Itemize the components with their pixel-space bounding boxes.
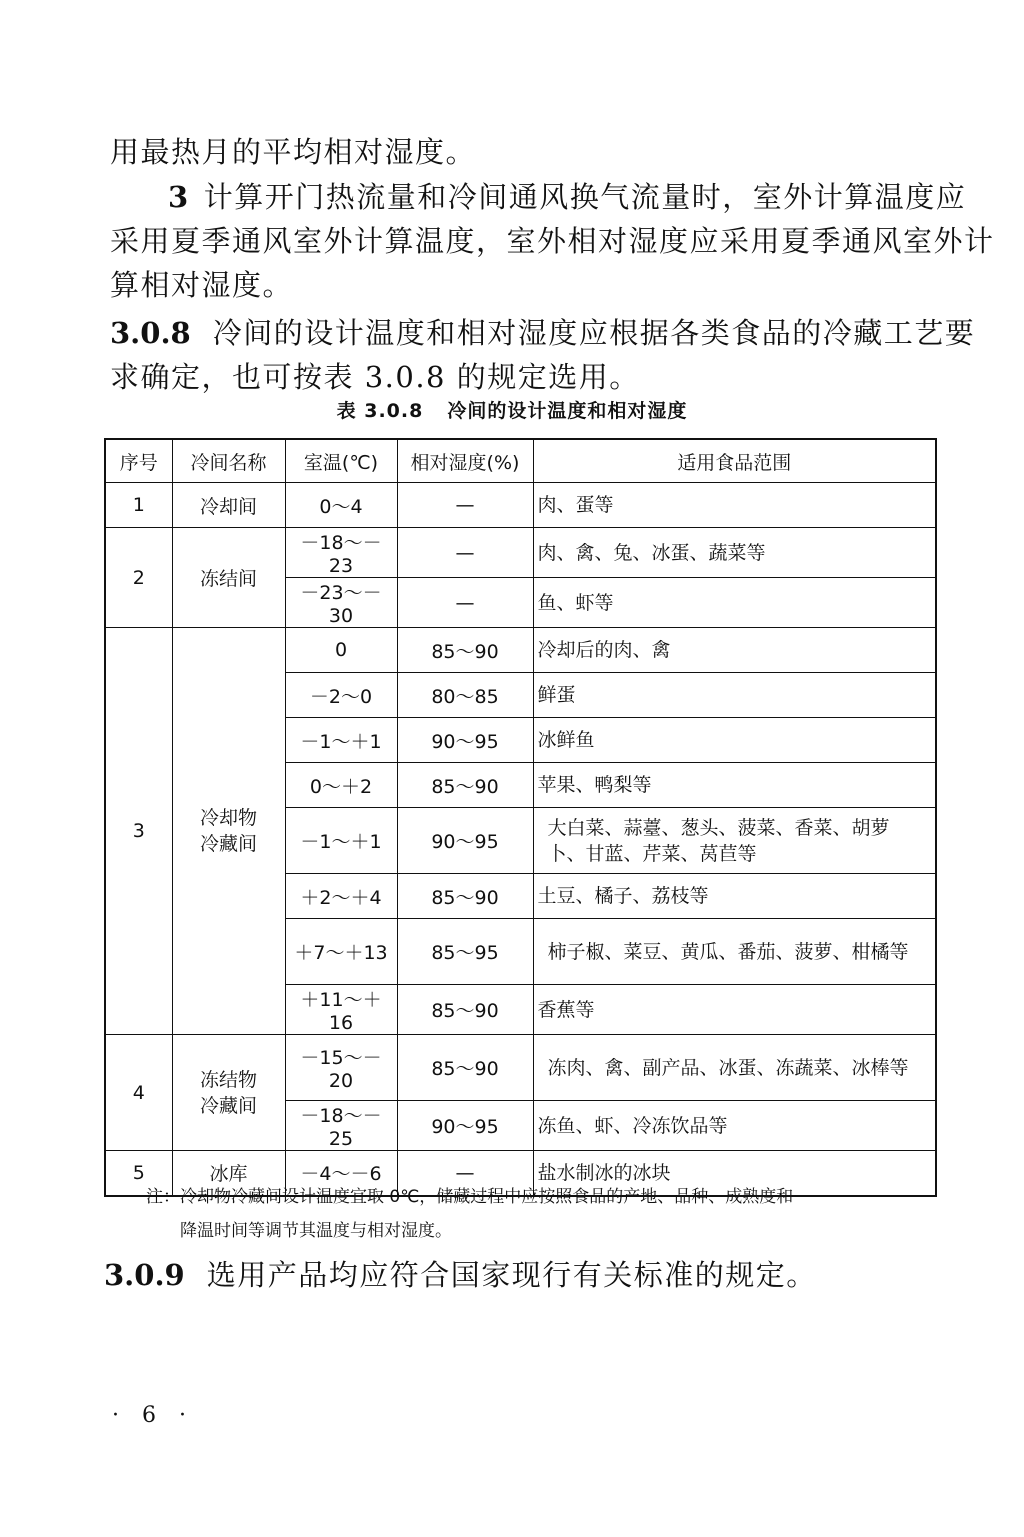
clause-text: 冷间的设计温度和相对湿度应根据各类食品的冷藏工艺要 — [212, 316, 976, 350]
cell-temperature: －23～－30 — [285, 578, 397, 628]
cell-room-name: 冷却物 冷藏间 — [172, 628, 285, 1035]
cell-humidity: 85～90 — [397, 1035, 533, 1101]
cell-no: 1 — [105, 483, 172, 528]
table-caption-title: 冷间的设计温度和相对湿度 — [447, 400, 688, 422]
cell-temperature: －15～－20 — [285, 1035, 397, 1101]
cell-no: 4 — [105, 1035, 172, 1151]
cell-temperature: ＋7～＋13 — [285, 919, 397, 985]
cell-food: 柿子椒、菜豆、黄瓜、番茄、菠萝、柑橘等 — [533, 919, 936, 985]
clause-number: 3.0.8 — [110, 316, 191, 350]
cell-humidity: 90～95 — [397, 1101, 533, 1151]
cell-no: 5 — [105, 1151, 172, 1196]
clause-number: 3.0.9 — [104, 1258, 185, 1292]
clause-text: 选用产品均应符合国家现行有关标准的规定。 — [206, 1258, 817, 1292]
cell-humidity: 85～90 — [397, 985, 533, 1035]
cell-food: 冻肉、禽、副产品、冰蛋、冻蔬菜、冰棒等 — [533, 1035, 936, 1101]
cell-temperature: ＋11～＋16 — [285, 985, 397, 1035]
cell-temperature: －18～－25 — [285, 1101, 397, 1151]
table-row — [105, 628, 936, 673]
page-number: · 6 · — [112, 1403, 194, 1428]
item-3-line-3: 算相对湿度。 — [110, 268, 294, 302]
table-header-row — [105, 439, 936, 483]
clause-3-0-8-line-2: 求确定，也可按表 3.0.8 的规定选用。 — [110, 360, 640, 394]
header-humidity: 相对湿度(%) — [397, 439, 533, 483]
cell-humidity: — — [397, 1151, 533, 1196]
cell-food: 香蕉等 — [533, 985, 936, 1035]
table-row — [105, 528, 936, 578]
cell-humidity: 80～85 — [397, 673, 533, 718]
cell-temperature: －18～－23 — [285, 528, 397, 578]
clause-3-0-9 — [104, 1253, 934, 1297]
cell-humidity: 85～90 — [397, 763, 533, 808]
cell-humidity: — — [397, 483, 533, 528]
cell-food: 冻鱼、虾、冷冻饮品等 — [533, 1101, 936, 1151]
cell-humidity: 85～90 — [397, 874, 533, 919]
cell-temperature: －1～＋1 — [285, 718, 397, 763]
table-caption — [0, 396, 1024, 423]
clause-3-0-8-line-1 — [110, 311, 976, 355]
cell-food: 盐水制冰的冰块 — [533, 1151, 936, 1196]
cell-humidity: 90～95 — [397, 808, 533, 874]
cell-food: 土豆、橘子、荔枝等 — [533, 874, 936, 919]
cell-humidity: 85～95 — [397, 919, 533, 985]
item-text: 计算开门热流量和冷间通风换气流量时，室外计算温度应 — [203, 180, 967, 214]
item-3-line-2: 采用夏季通风室外计算温度，室外相对湿度应采用夏季通风室外计 — [110, 224, 995, 258]
cell-temperature: －4～－6 — [285, 1151, 397, 1196]
cell-temperature: 0 — [285, 628, 397, 673]
cell-no: 3 — [105, 628, 172, 1035]
cell-food: 冰鲜鱼 — [533, 718, 936, 763]
cell-no: 2 — [105, 528, 172, 628]
item-number: 3 — [168, 180, 190, 214]
header-no: 序号 — [105, 439, 172, 483]
header-food-range: 适用食品范围 — [533, 439, 936, 483]
cell-food: 鲜蛋 — [533, 673, 936, 718]
body-text-line: 用最热月的平均相对湿度。 — [110, 135, 477, 169]
cell-temperature: 0～＋2 — [285, 763, 397, 808]
cell-temperature: －1～＋1 — [285, 808, 397, 874]
cell-food: 鱼、虾等 — [533, 578, 936, 628]
cell-room-name: 冻结间 — [172, 528, 285, 628]
cell-humidity: — — [397, 528, 533, 578]
cell-humidity: — — [397, 578, 533, 628]
table-note-line-1: 注：冷却物冷藏间设计温度宜取 0℃，储藏过程中应按照食品的产地、品种、成熟度和 — [146, 1187, 794, 1207]
table-note-line-2: 降温时间等调节其温度与相对湿度。 — [180, 1221, 452, 1241]
cell-temperature: 0～4 — [285, 483, 397, 528]
cell-food: 大白菜、蒜薹、葱头、菠菜、香菜、胡萝卜、甘蓝、芹菜、莴苣等 — [533, 808, 936, 874]
cell-humidity: 90～95 — [397, 718, 533, 763]
design-temperature-table — [104, 438, 937, 1197]
item-3-line-1 — [168, 175, 998, 219]
cell-room-name: 冻结物 冷藏间 — [172, 1035, 285, 1151]
cell-food: 肉、蛋等 — [533, 483, 936, 528]
cell-food: 苹果、鸭梨等 — [533, 763, 936, 808]
table-row — [105, 1035, 936, 1101]
cell-room-name: 冷却间 — [172, 483, 285, 528]
cell-humidity: 85～90 — [397, 628, 533, 673]
cell-food: 冷却后的肉、禽 — [533, 628, 936, 673]
table-caption-id: 表 3.0.8 — [336, 400, 424, 422]
table-row — [105, 483, 936, 528]
header-room-name: 冷间名称 — [172, 439, 285, 483]
cell-temperature: ＋2～＋4 — [285, 874, 397, 919]
cell-food: 肉、禽、兔、冰蛋、蔬菜等 — [533, 528, 936, 578]
cell-temperature: －2～0 — [285, 673, 397, 718]
header-temperature: 室温(℃) — [285, 439, 397, 483]
cell-room-name: 冰库 — [172, 1151, 285, 1196]
